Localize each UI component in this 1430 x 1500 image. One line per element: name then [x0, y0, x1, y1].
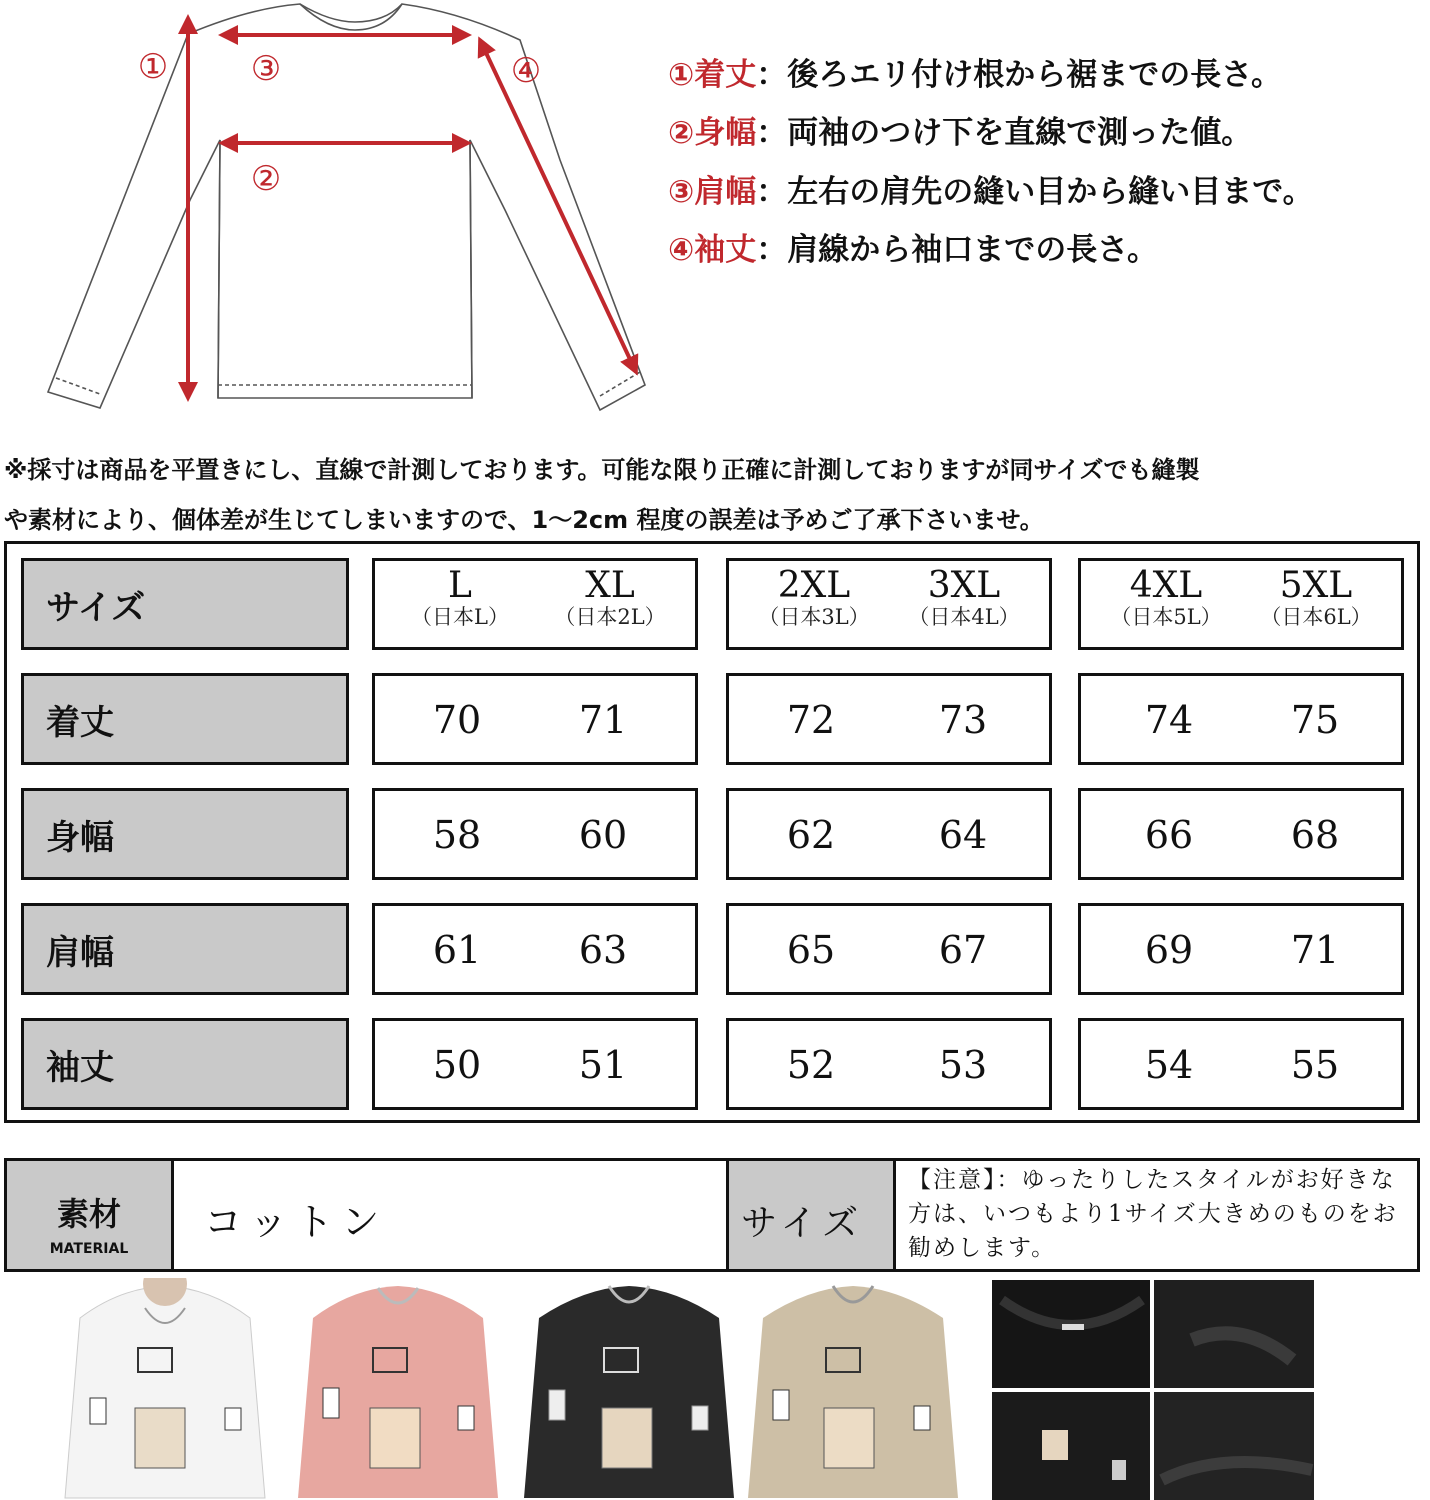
row-label-cell	[21, 788, 349, 880]
table-value: 63	[578, 928, 628, 972]
table-value: 51	[578, 1043, 628, 1087]
table-value: 65	[786, 928, 836, 972]
size-name: XL	[585, 565, 635, 606]
table-value: 68	[1290, 813, 1340, 857]
value-group	[726, 788, 1052, 880]
marker-4-label: ④	[510, 51, 542, 91]
size-name: 4XL	[1129, 565, 1203, 606]
size-label	[739, 567, 889, 629]
size-name: 3XL	[927, 565, 1001, 606]
row-label-cell	[21, 903, 349, 995]
size-jp: （日本L）	[411, 605, 509, 629]
table-value: 71	[1290, 928, 1340, 972]
legend-text: ：左右の肩先の縫い目から縫い目まで。	[756, 173, 1314, 210]
table-value: 70	[432, 698, 482, 742]
size-table	[4, 541, 1420, 1123]
material-label: 素材	[56, 1195, 121, 1233]
legend-key: ①着丈	[668, 56, 757, 93]
row-label-cell	[21, 1018, 349, 1110]
marker-2-label: ②	[250, 159, 282, 199]
legend-text: ：後ろエリ付け根から裾までの長さ。	[756, 56, 1283, 93]
material-label-cell	[7, 1161, 174, 1269]
value-group	[372, 673, 698, 765]
marker-1-label: ①	[137, 47, 169, 87]
table-value: 71	[578, 698, 628, 742]
material-bar	[4, 1158, 1420, 1272]
size-name: L	[448, 565, 472, 606]
value-group	[1078, 903, 1404, 995]
row-label: 肩幅	[46, 932, 114, 973]
value-group	[1078, 788, 1404, 880]
size-header-cell	[21, 558, 349, 650]
size-header-label: サイズ	[46, 587, 146, 628]
size-group-2	[726, 558, 1052, 650]
material-label-en: MATERIAL	[49, 1241, 129, 1257]
table-value: 58	[432, 813, 482, 857]
size-label	[889, 567, 1039, 629]
table-value: 52	[786, 1043, 836, 1087]
product-photo-pink	[298, 1278, 498, 1500]
table-value: 74	[1144, 698, 1194, 742]
value-group	[372, 788, 698, 880]
size-name: 5XL	[1279, 565, 1353, 606]
size-label	[1091, 567, 1241, 629]
table-value: 67	[938, 928, 988, 972]
legend-item-sleeve	[668, 221, 1158, 271]
size-jp: （日本2L）	[554, 605, 666, 629]
table-value: 54	[1144, 1043, 1194, 1087]
value-group	[1078, 1018, 1404, 1110]
measurement-note-line-2: や素材により、個体差が生じてしまいますので、1～2cm 程度の誤差は予めご了承下さいませ。	[4, 506, 1044, 534]
table-value: 72	[786, 698, 836, 742]
size-jp: （日本3L）	[758, 605, 870, 629]
product-photo-white	[60, 1278, 270, 1500]
table-value: 53	[938, 1043, 988, 1087]
product-photo-beige	[748, 1278, 958, 1500]
table-value: 66	[1144, 813, 1194, 857]
legend-item-chest	[668, 104, 1252, 154]
legend-item-shoulder	[668, 163, 1314, 213]
row-label: 着丈	[46, 702, 114, 743]
measurement-note-line-1: ※採寸は商品を平置きにし、直線で計測しております。可能な限り正確に計測しておりますが同サイズでも縫製	[4, 456, 1200, 484]
size-note-label: サイズ	[729, 1161, 896, 1269]
size-label	[535, 567, 685, 629]
legend-key: ④袖丈	[668, 231, 757, 268]
table-value: 62	[786, 813, 836, 857]
size-jp: （日本4L）	[908, 605, 1020, 629]
table-value: 69	[1144, 928, 1194, 972]
value-group	[726, 673, 1052, 765]
legend-item-length	[668, 46, 1282, 96]
material-value: コットン	[174, 1161, 729, 1269]
legend-key: ③肩幅	[668, 173, 757, 210]
size-label	[385, 567, 535, 629]
size-name: 2XL	[777, 565, 851, 606]
product-detail-photos	[992, 1280, 1314, 1500]
legend-text: ：両袖のつけ下を直線で測った値。	[756, 114, 1253, 151]
value-group	[1078, 673, 1404, 765]
row-label: 身幅	[46, 817, 114, 858]
row-label-cell	[21, 673, 349, 765]
value-group	[372, 1018, 698, 1110]
size-jp: （日本5L）	[1110, 605, 1222, 629]
size-jp: （日本6L）	[1260, 605, 1372, 629]
table-value: 50	[432, 1043, 482, 1087]
value-group	[372, 903, 698, 995]
size-group-1	[372, 558, 698, 650]
table-value: 60	[578, 813, 628, 857]
legend-key: ②身幅	[668, 114, 757, 151]
legend-text: ：肩線から袖口までの長さ。	[756, 231, 1159, 268]
size-notice-text: 【注意】：ゆったりしたスタイルがお好きな方は、いつもより1サイズ大きめのものをお勧めします。	[908, 1167, 1398, 1261]
measurement-diagram	[0, 0, 660, 420]
row-label: 袖丈	[46, 1047, 114, 1088]
value-group	[726, 903, 1052, 995]
size-label	[1241, 567, 1391, 629]
table-value: 64	[938, 813, 988, 857]
table-value: 75	[1290, 698, 1340, 742]
product-photo-black	[524, 1278, 734, 1500]
size-group-3	[1078, 558, 1404, 650]
marker-3-label: ③	[250, 49, 282, 89]
table-value: 73	[938, 698, 988, 742]
table-value: 55	[1290, 1043, 1340, 1087]
table-value: 61	[432, 928, 482, 972]
value-group	[726, 1018, 1052, 1110]
